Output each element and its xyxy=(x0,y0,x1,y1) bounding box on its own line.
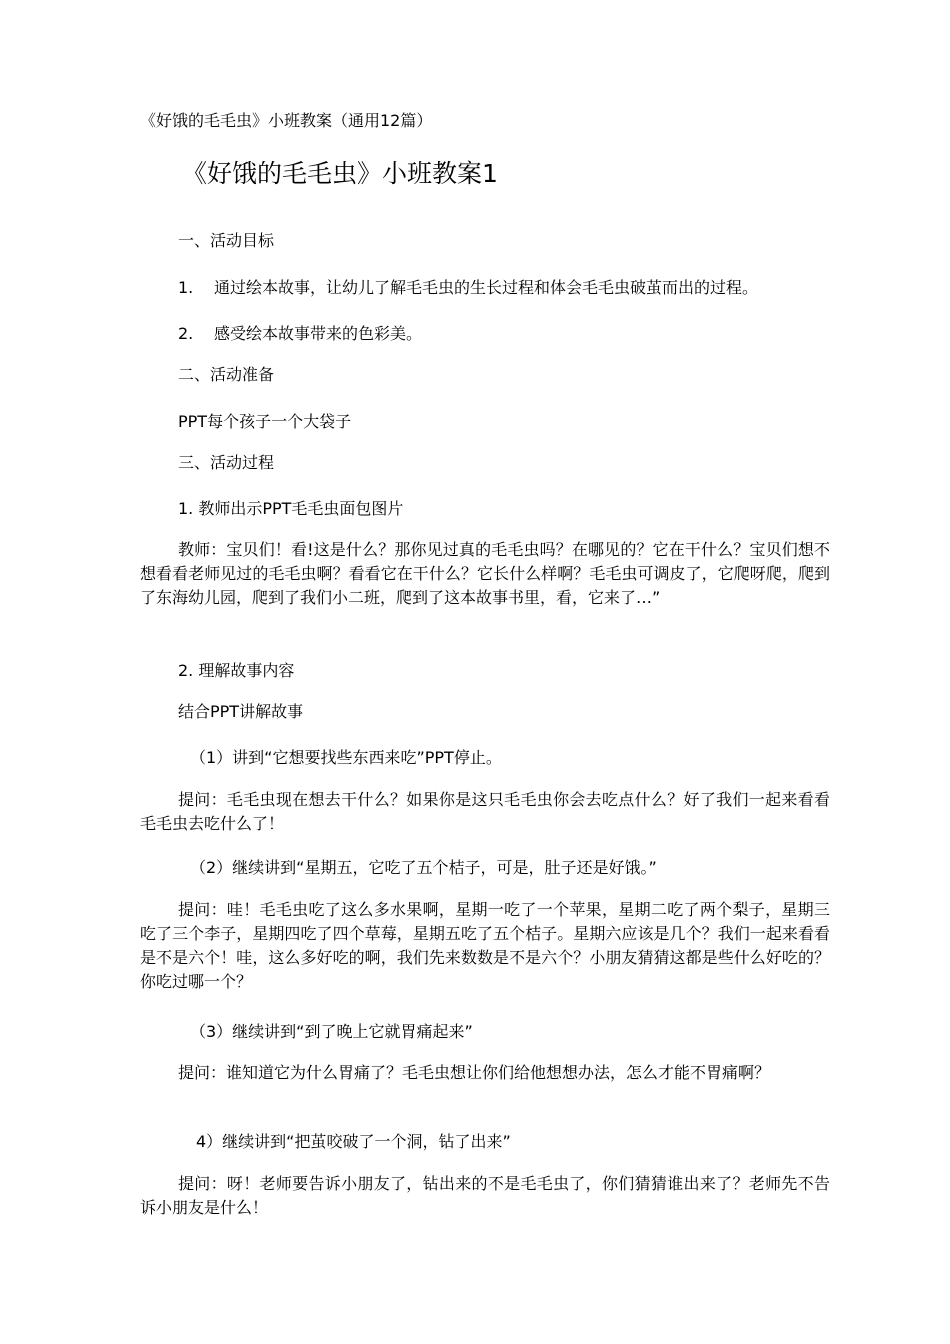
goal-text: 感受绘本故事带来的色彩美。 xyxy=(214,324,423,343)
goal-number: 2. xyxy=(178,324,194,343)
goal-item-2 xyxy=(178,322,422,346)
question-2-paragraph: 提问：哇！毛毛虫吃了这么多水果啊，星期一吃了一个苹果，星期二吃了两个梨子，星期三吃了三个李子，星期四吃了四个草莓，星期五吃了五个桔子。星期六应该是几个？我们一起来看看是不是六个！哇，这么多好吃的啊，我们先来数数是不是六个？小朋友猜猜这都是些什么好吃的？你吃过哪一个？ xyxy=(140,900,830,991)
lesson-heading: 《好饿的毛毛虫》小班教案1 xyxy=(182,159,498,188)
step-1-label: 1. 教师出示PPT毛毛虫面包图片 xyxy=(178,499,404,518)
document-title: 《好饿的毛毛虫》小班教案（通用12篇） xyxy=(140,111,433,130)
prep-text: PPT每个孩子一个大袋子 xyxy=(178,412,352,431)
question-3-paragraph: 提问：谁知道它为什么胃痛了？毛毛虫想让你们给他想想办法，怎么才能不胃痛啊？ xyxy=(178,1063,771,1082)
teacher-paragraph: 教师：宝贝们！看!这是什么？那你见过真的毛毛虫吗？在哪见的？它在干什么？宝贝们想不想看看老师见过的毛毛虫啊？看看它在干什么？它长什么样啊？毛毛虫可调皮了，它爬呀爬，爬到了东海幼儿园，爬到了我们小二班，爬到了这本故事书里，看，它来了…” xyxy=(140,540,830,607)
part-2-label: （2）继续讲到“星期五，它吃了五个桔子，可是，肚子还是好饿。” xyxy=(190,858,657,877)
part-3-label: （3）继续讲到“到了晚上它就胃痛起来” xyxy=(190,1022,473,1041)
combine-ppt-text: 结合PPT讲解故事 xyxy=(178,702,304,721)
part-4-label: 4）继续讲到“把茧咬破了一个洞，钻了出来” xyxy=(196,1132,511,1151)
section-process-label: 三、活动过程 xyxy=(178,453,275,472)
goal-text: 通过绘本故事，让幼儿了解毛毛虫的生长过程和体会毛毛虫破茧而出的过程。 xyxy=(214,278,759,297)
part-1-label: （1）讲到“它想要找些东西来吃”PPT停止。 xyxy=(190,748,502,767)
question-1-paragraph: 提问：毛毛虫现在想去干什么？如果你是这只毛毛虫你会去吃点什么？好了我们一起来看看毛毛虫去吃什么了！ xyxy=(140,790,830,833)
goal-number: 1. xyxy=(178,278,194,297)
section-prep-label: 二、活动准备 xyxy=(178,365,275,384)
step-2-label: 2. 理解故事内容 xyxy=(178,661,295,680)
section-goals-label: 一、活动目标 xyxy=(178,231,275,250)
goal-item-1 xyxy=(178,276,758,300)
question-4-paragraph: 提问：呀！老师要告诉小朋友了，钻出来的不是毛毛虫了，你们猜猜谁出来了？老师先不告诉小朋友是什么！ xyxy=(140,1174,830,1217)
